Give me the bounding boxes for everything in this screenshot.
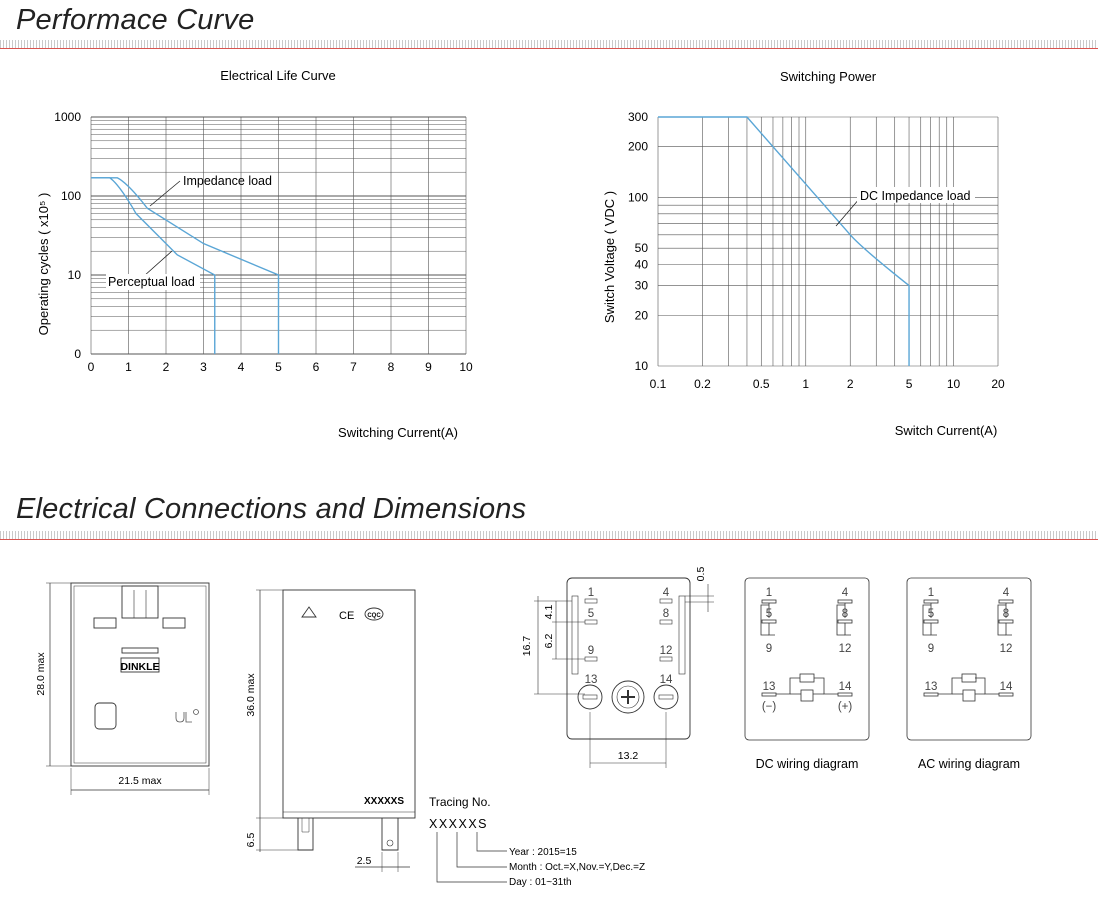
pin-gap2-dim: 6.2 [543, 633, 555, 649]
tracing-code: XXXXXS [429, 817, 489, 831]
connections-section-title: Electrical Connections and Dimensions [16, 493, 527, 525]
chart2-grid [658, 117, 998, 366]
chart2-x-tick: 10 [946, 377, 961, 391]
ac-pin-12: 12 [999, 643, 1013, 655]
chart2-x-tick: 0.5 [752, 377, 770, 391]
front-latch [122, 586, 158, 618]
chart1-series-perceptual-line [91, 178, 215, 354]
side-code-label: XXXXXS [363, 796, 405, 807]
front-width-dim: 21.5 max [118, 775, 162, 787]
pin-total-dim: 16.7 [521, 635, 533, 657]
dc-wiring-diagram [745, 578, 869, 740]
dc-pin-14: 14 [838, 681, 852, 693]
dc-wiring-frame [745, 578, 869, 740]
dc-coil-symbol [801, 690, 813, 701]
tracing-month: Month : Oct.=X,Nov.=Y,Dec.=Z [509, 862, 646, 873]
pin-14-terminal [654, 685, 678, 709]
chart1-x-tick: 9 [425, 360, 432, 374]
chart1-y-axis-label: Operating cycles ( x10⁵ ) [36, 192, 51, 336]
tracing-day: Day : 01~31th [509, 877, 572, 888]
pin-label-1: 1 [587, 587, 595, 599]
side-body [283, 590, 415, 818]
ac-coil-symbol [963, 690, 975, 701]
side-view-drawing [256, 590, 415, 872]
dc-minus-label: (−) [761, 701, 777, 713]
front-body-inner [74, 586, 206, 763]
chart1-x-tick: 1 [125, 360, 132, 374]
pin-length-dim: 6.5 [245, 832, 257, 848]
chart1-x-tick: 0 [87, 360, 95, 374]
chart1-series [91, 178, 279, 354]
chart1-y-tick: 1000 [54, 110, 81, 124]
chart2-y-tick: 50 [634, 241, 648, 256]
chart1-y-tick: 10 [67, 268, 81, 282]
chart1-x-tick: 5 [275, 360, 282, 374]
chart2-x-tick: 0.2 [694, 377, 711, 391]
pin-label-14: 14 [659, 674, 673, 686]
front-slot-center [122, 648, 158, 653]
ac-pin-13: 13 [924, 681, 938, 693]
ac-pin-9: 9 [927, 643, 935, 655]
chart1-x-tick: 7 [350, 360, 357, 374]
dc-pin-12: 12 [838, 643, 852, 655]
chart1-x-tick: 6 [312, 360, 320, 374]
pin-gap1-dim: 4.1 [543, 604, 555, 620]
chart1-series-impedance-line [91, 178, 279, 354]
chart2-y-tick-labels [628, 110, 648, 373]
chart1-x-tick: 8 [387, 360, 395, 374]
chart2-y-tick: 40 [634, 257, 648, 272]
pin-label-4: 4 [662, 587, 670, 599]
chart2-x-tick-labels [650, 377, 1005, 391]
ce-mark-label: CE [339, 610, 355, 622]
dc-wiring-caption: DC wiring diagram [755, 757, 859, 771]
pin-label-8: 8 [662, 608, 670, 620]
side-pin-right [382, 818, 398, 850]
chart2-y-tick: 300 [627, 110, 648, 124]
front-window [95, 703, 116, 729]
chart1-x-axis-label: Switching Current(A) [338, 425, 458, 440]
pin-layout-body [567, 578, 690, 739]
chart1-y-tick-labels [54, 110, 81, 361]
dc-wiring-labels [762, 587, 853, 713]
ac-pin-14: 14 [999, 681, 1013, 693]
dc-pin-5: 5 [765, 608, 773, 620]
pin-layout-drawing [534, 578, 714, 768]
chart1-x-tick: 10 [459, 360, 473, 374]
dc-pin-1: 1 [765, 587, 773, 599]
tracing-legend [429, 795, 645, 888]
performance-section-title: Performace Curve [16, 4, 255, 36]
chart2-y-tick: 20 [634, 308, 648, 323]
chart1-title: Electrical Life Curve [220, 68, 336, 83]
pin-spacing-dim: 13.2 [617, 750, 639, 762]
pin-width-dim: 2.5 [356, 855, 372, 867]
switching-power-chart [602, 69, 1005, 438]
side-height-dim: 36.0 max [245, 673, 257, 717]
ul-mark-icon [176, 710, 199, 723]
chart2-y-axis-label: Switch Voltage ( VDC ) [602, 190, 617, 324]
ac-wiring-caption: AC wiring diagram [917, 757, 1021, 771]
pin-offset-dim: 0.5 [695, 566, 707, 582]
perceptual-callout-line [144, 251, 172, 276]
dc-pin-13: 13 [762, 681, 776, 693]
chart2-y-tick: 10 [634, 359, 648, 373]
chart2-x-tick: 5 [905, 377, 913, 391]
chart2-title: Switching Power [779, 69, 877, 84]
side-pin-left [298, 818, 313, 850]
ac-wiring-diagram [907, 578, 1031, 740]
chart2-x-tick: 2 [846, 377, 854, 391]
ac-wiring-frame [907, 578, 1031, 740]
chart2-x-tick: 1 [802, 377, 810, 391]
dc-impedance-load-label: DC Impedance load [860, 189, 971, 203]
chart2-x-tick: 20 [991, 377, 1005, 391]
triangle-cert-icon [302, 607, 316, 617]
dc-pin-4: 4 [841, 587, 849, 599]
dc-pin-8: 8 [841, 608, 849, 620]
electrical-life-chart [36, 68, 473, 440]
chart2-y-tick: 200 [627, 139, 648, 154]
front-body [71, 583, 209, 766]
chart1-y-tick: 0 [74, 347, 81, 361]
tracing-year: Year : 2015=15 [509, 847, 577, 858]
front-slot-right [163, 618, 185, 628]
chart2-y-tick: 100 [627, 190, 648, 205]
chart1-x-tick-labels [88, 360, 473, 374]
pin-label-12: 12 [659, 645, 673, 657]
chart1-x-tick: 3 [200, 360, 207, 374]
chart1-y-tick: 100 [60, 189, 81, 203]
tracing-title: Tracing No. [429, 795, 491, 809]
perceptual-load-label: Perceptual load [108, 275, 195, 289]
front-slot-left [94, 618, 116, 628]
ac-pin-1: 1 [927, 587, 935, 599]
front-height-dim: 28.0 max [35, 652, 47, 696]
cqc-mark-label: CQC [367, 613, 381, 619]
chart1-x-tick: 2 [162, 360, 170, 374]
pin-13-terminal [578, 685, 602, 709]
chart2-x-tick: 0.1 [649, 377, 667, 391]
dc-impedance-callout-line [836, 198, 860, 226]
front-view-drawing [46, 583, 209, 795]
ac-pin-8: 8 [1002, 608, 1010, 620]
dc-pin-9: 9 [765, 643, 773, 655]
pin-label-5: 5 [587, 608, 595, 620]
chart2-series [658, 117, 909, 366]
chart2-x-axis-label: Switch Current(A) [894, 423, 998, 438]
chart2-y-tick: 30 [634, 278, 648, 293]
impedance-load-label: Impedance load [183, 174, 272, 188]
ac-pin-4: 4 [1002, 587, 1010, 599]
pin-label-13: 13 [584, 674, 598, 686]
ac-pin-5: 5 [927, 608, 935, 620]
brand-label: DINKLE [120, 661, 160, 673]
dc-plus-label: (+) [837, 701, 853, 713]
chart2-series-dc-impedance-line [658, 117, 909, 366]
impedance-callout-line [150, 181, 180, 206]
chart1-x-tick: 4 [237, 360, 245, 374]
pin-label-9: 9 [587, 645, 595, 657]
